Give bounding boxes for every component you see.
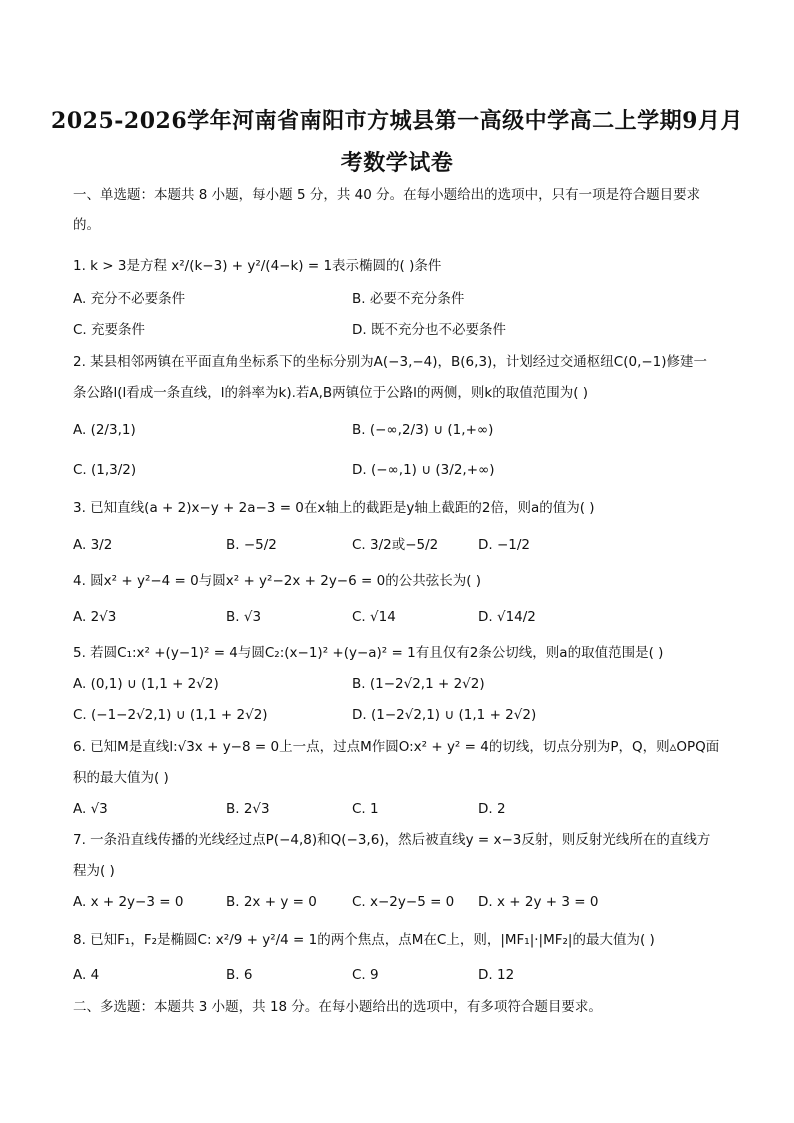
question-7-option-a: A. x + 2y−3 = 0 bbox=[73, 894, 184, 910]
question-1-option-b: B. 必要不充分条件 bbox=[352, 291, 465, 307]
question-8-option-a: A. 4 bbox=[73, 967, 100, 983]
question-8-option-d: D. 12 bbox=[478, 967, 515, 983]
question-6-option-b: B. 2√3 bbox=[226, 801, 270, 817]
question-4-option-c: C. √14 bbox=[352, 609, 396, 625]
question-2-option-d: D. (−∞,1) ∪ (3/2,+∞) bbox=[352, 462, 495, 478]
section-1-heading-cont: 的。 bbox=[73, 217, 100, 233]
question-7-stem-line-1: 7. 一条沿直线传播的光线经过点P(−4,8)和Q(−3,6)，然后被直线y = x−3反射，则反射光线所在的直线方 bbox=[73, 832, 711, 848]
question-3-option-d: D. −1/2 bbox=[478, 537, 531, 553]
question-3-option-c: C. 3/2或−5/2 bbox=[352, 537, 439, 553]
question-7-option-c: C. x−2y−5 = 0 bbox=[352, 894, 455, 910]
question-6-option-c: C. 1 bbox=[352, 801, 379, 817]
question-3-option-a: A. 3/2 bbox=[73, 537, 113, 553]
question-4-option-a: A. 2√3 bbox=[73, 609, 117, 625]
question-8-stem: 8. 已知F₁，F₂是椭圆C: x²/9 + y²/4 = 1的两个焦点，点M在C上，则，|MF₁|·|MF₂|的最大值为( ) bbox=[73, 932, 655, 948]
question-2-stem-line-1: 2. 某县相邻两镇在平面直角坐标系下的坐标分别为A(−3,−4)，B(6,3)，计划经过交通枢纽C(0,−1)修建一 bbox=[73, 354, 708, 370]
question-4-option-b: B. √3 bbox=[226, 609, 262, 625]
question-7-option-d: D. x + 2y + 3 = 0 bbox=[478, 894, 599, 910]
question-6-option-a: A. √3 bbox=[73, 801, 108, 817]
question-7-option-b: B. 2x + y = 0 bbox=[226, 894, 317, 910]
question-4-stem: 4. 圆x² + y²−4 = 0与圆x² + y²−2x + 2y−6 = 0的公共弦长为( ) bbox=[73, 573, 482, 589]
question-1-option-a: A. 充分不必要条件 bbox=[73, 291, 186, 307]
question-5-option-d: D. (1−2√2,1) ∪ (1,1 + 2√2) bbox=[352, 707, 537, 723]
question-3-stem: 3. 已知直线(a + 2)x−y + 2a−3 = 0在x轴上的截距是y轴上截距的2倍，则a的值为( ) bbox=[73, 500, 595, 516]
question-4-option-d: D. √14/2 bbox=[478, 609, 536, 625]
section-2-heading: 二、多选题：本题共 3 小题，共 18 分。在每小题给出的选项中，有多项符合题目要求。 bbox=[73, 999, 602, 1015]
question-2-option-a: A. (2/3,1) bbox=[73, 422, 136, 438]
exam-title-line-1: 2025-2026学年河南省南阳市方城县第一高级中学高二上学期9月月 bbox=[51, 108, 743, 134]
question-2-option-c: C. (1,3/2) bbox=[73, 462, 137, 478]
exam-title-line-2: 考数学试卷 bbox=[340, 150, 454, 176]
question-5-stem: 5. 若圆C₁:x² +(y−1)² = 4与圆C₂:(x−1)² +(y−a)² = 1有且仅有2条公切线，则a的取值范围是( ) bbox=[73, 645, 664, 661]
question-7-stem-line-2: 程为( ) bbox=[73, 863, 115, 879]
question-6-option-d: D. 2 bbox=[478, 801, 506, 817]
question-6-stem-line-1: 6. 已知M是直线l:√3x + y−8 = 0上一点，过点M作圆O:x² + y² = 4的切线，切点分别为P，Q，则▵OPQ面 bbox=[73, 739, 720, 755]
question-1-stem: 1. k > 3是方程 x²/(k−3) + y²/(4−k) = 1表示椭圆的( )条件 bbox=[73, 258, 442, 274]
question-8-option-c: C. 9 bbox=[352, 967, 379, 983]
question-2-option-b: B. (−∞,2/3) ∪ (1,+∞) bbox=[352, 422, 494, 438]
question-5-option-b: B. (1−2√2,1 + 2√2) bbox=[352, 676, 485, 692]
section-1-heading: 一、单选题：本题共 8 小题，每小题 5 分，共 40 分。在每小题给出的选项中，只有一项是符合题目要求 bbox=[73, 187, 701, 203]
question-5-option-c: C. (−1−2√2,1) ∪ (1,1 + 2√2) bbox=[73, 707, 268, 723]
question-6-stem-line-2: 积的最大值为( ) bbox=[73, 770, 169, 786]
question-3-option-b: B. −5/2 bbox=[226, 537, 277, 553]
question-8-option-b: B. 6 bbox=[226, 967, 253, 983]
question-2-stem-line-2: 条公路l(l看成一条直线，l的斜率为k).若A,B两镇位于公路l的两侧，则k的取值范围为( ) bbox=[73, 385, 589, 401]
question-5-option-a: A. (0,1) ∪ (1,1 + 2√2) bbox=[73, 676, 219, 692]
question-1-option-c: C. 充要条件 bbox=[73, 322, 146, 338]
question-1-option-d: D. 既不充分也不必要条件 bbox=[352, 322, 506, 338]
